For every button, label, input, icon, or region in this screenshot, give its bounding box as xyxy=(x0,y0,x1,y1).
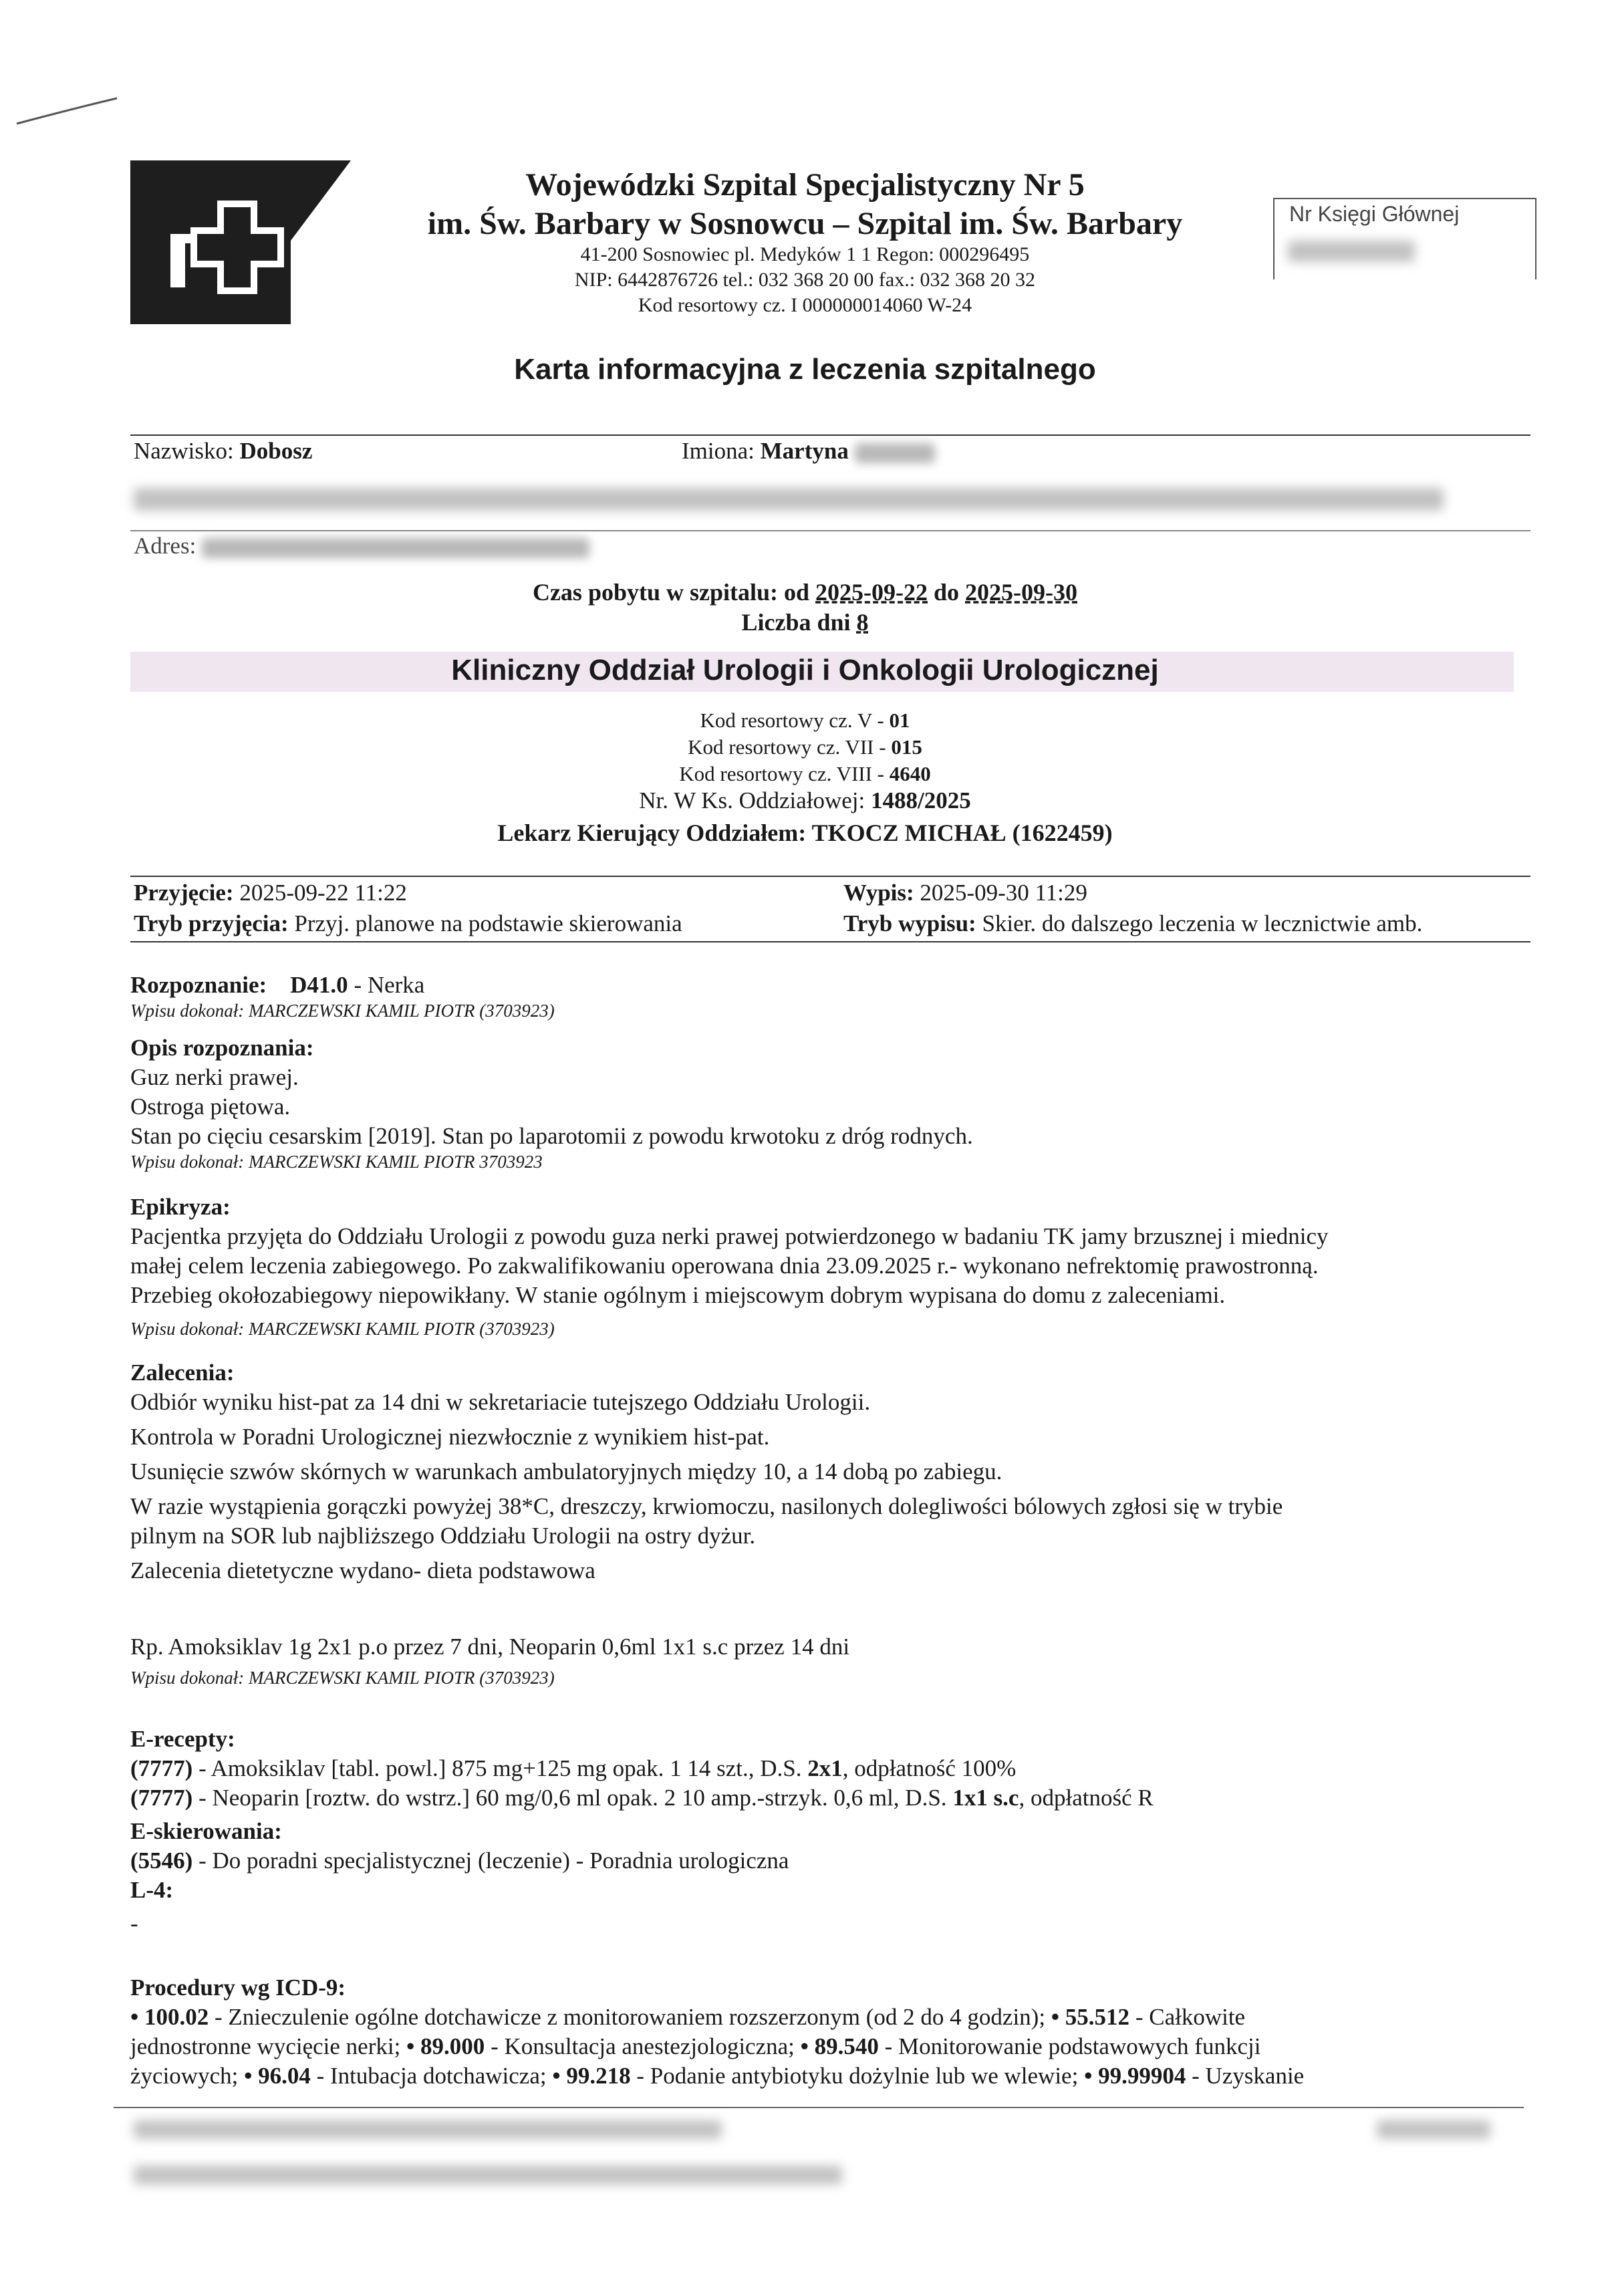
patient-names-row xyxy=(682,438,935,465)
days-value: 8 xyxy=(856,609,869,636)
pen-mark xyxy=(13,90,120,130)
recommendation-line: Kontrola w Poradni Urologicznej niezwłocznie z wynikiem hist-pat. xyxy=(130,1424,770,1450)
epicrisis-line: małej celem leczenia zabiegowego. Po zakwalifikowaniu operowana dnia 23.09.2025 r.- wykonano nefrektomię prawostronną. xyxy=(130,1253,1319,1279)
procedures-section xyxy=(130,1973,1527,2091)
hospital-address: 41-200 Sosnowiec pl. Medyków 1 1 Regon: 000296495 xyxy=(580,243,1030,265)
names-value: Martyna xyxy=(760,438,849,464)
department-name: Kliniczny Oddział Urologii i Onkologii Urologicznej xyxy=(451,654,1159,686)
recommendation-line: pilnym na SOR lub najbliższego Oddziału Urologii na ostry dyżur. xyxy=(130,1523,756,1549)
epicrisis-line: Przebieg okołozabiegowy niepowikłany. W stanie ogólnym i miejscowym dobrym wypisana do domu z zaleceniami. xyxy=(130,1282,1226,1308)
ereferrals-label: E-skierowania: xyxy=(130,1818,282,1844)
footer-divider xyxy=(114,2107,1524,2108)
discharge-date-row: Wypis: 2025-09-30 11:29 xyxy=(843,880,1087,906)
epicrisis-section xyxy=(130,1192,1500,1344)
admission-mode-row: Tryb przyjęcia: Przyj. planowe na podstawie skierowania xyxy=(134,910,682,936)
l4-label: L-4: xyxy=(130,1877,174,1903)
dept-code-vii: Kod resortowy cz. VII - 015 xyxy=(688,735,922,759)
discharge-mode-row: Tryb wypisu: Skier. do dalszego leczenia w lecznictwie amb. xyxy=(843,910,1423,936)
procedures-line: jednostronne wycięcie nerki; • 89.000 - Konsultacja anestezjologiczna; • 89.540 - Monitorowanie podstawowych funkcji xyxy=(130,2033,1261,2059)
diagnosis-desc-line: Guz nerki prawej. xyxy=(130,1064,299,1090)
document-title: Karta informacyjna z leczenia szpitalnego xyxy=(514,353,1096,386)
divider xyxy=(130,941,1530,942)
diagnosis-desc-line: Stan po cięciu cesarskim [2019]. Stan po laparotomii z powodu krwotoku z dróg rodnych. xyxy=(130,1123,973,1149)
stay-from: 2025-09-22 xyxy=(815,579,928,606)
diagnosis-desc-label: Opis rozpoznania: xyxy=(130,1035,314,1061)
ereferral-item: (5546) - Do poradni specjalistycznej (leczenie) - Poradnia urologiczna xyxy=(130,1847,789,1874)
surname-label: Nazwisko: xyxy=(134,438,234,464)
ereferrals-section xyxy=(130,1817,1500,1938)
ledger-number-box xyxy=(1273,198,1536,279)
diagnosis-text: - Nerka xyxy=(354,972,425,998)
diagnosis-signed: Wpisu dokonał: MARCZEWSKI KAMIL PIOTR (3703923) xyxy=(130,1001,555,1021)
erecipes-section xyxy=(130,1725,1500,1813)
days-label: Liczba dni xyxy=(741,609,851,636)
recommendation-line: W razie wystąpienia gorączki powyżej 38*C, dreszczy, krwiomoczu, nasilonych dolegliwości bólowych zgłosi się w trybie xyxy=(130,1493,1283,1519)
address-redacted xyxy=(202,538,589,558)
diagnosis-desc-signed: Wpisu dokonał: MARCZEWSKI KAMIL PIOTR 3703923 xyxy=(130,1152,543,1172)
recommendation-line: Usunięcie szwów skórnych w warunkach ambulatoryjnych między 10, a 14 dobą po zabiegu. xyxy=(130,1458,1002,1485)
ledger-number-label: Nr Księgi Głównej xyxy=(1289,202,1460,226)
names-label: Imiona: xyxy=(682,438,755,464)
divider xyxy=(130,876,1530,877)
l4-value: - xyxy=(130,1910,138,1936)
stay-days xyxy=(0,608,1610,636)
erecipe-item: (7777) - Neoparin [roztw. do wstrz.] 60 mg/0,6 ml opak. 2 10 amp.-strzyk. 0,6 ml, D.S. 1x1 s.c, odpłatność R xyxy=(130,1785,1154,1811)
procedures-label: Procedury wg ICD-9: xyxy=(130,1974,346,2001)
admission-date-row: Przyjęcie: 2025-09-22 11:22 xyxy=(134,880,407,906)
diagnosis-desc-section xyxy=(130,1033,1500,1176)
epicrisis-line: Pacjentka przyjęta do Oddziału Urologii z powodu guza nerki prawej potwierdzonego w badaniu TK jamy brzusznej i miednicy xyxy=(130,1223,1329,1249)
prescription-line: Rp. Amoksiklav 1g 2x1 p.o przez 7 dni, Neoparin 0,6ml 1x1 s.c przez 14 dni xyxy=(130,1634,850,1660)
footer-redacted-page xyxy=(1377,2120,1490,2139)
stay-period xyxy=(0,578,1610,606)
erecipes-label: E-recepty: xyxy=(130,1726,235,1752)
dept-ledger: Nr. W Ks. Oddziałowej: 1488/2025 xyxy=(639,787,971,813)
epicrisis-signed: Wpisu dokonał: MARCZEWSKI KAMIL PIOTR (3703923) xyxy=(130,1319,555,1339)
epicrisis-label: Epikryza: xyxy=(130,1194,231,1220)
diagnosis-code: D41.0 xyxy=(290,972,348,998)
address-label: Adres: xyxy=(134,533,196,559)
names-redacted xyxy=(855,443,935,463)
stay-label: Czas pobytu w szpitalu: od xyxy=(532,579,810,606)
recommendations-signed: Wpisu dokonał: MARCZEWSKI KAMIL PIOTR (3703923) xyxy=(130,1668,555,1688)
patient-address-row xyxy=(134,533,589,559)
dept-code-v: Kod resortowy cz. V - 01 xyxy=(700,709,910,732)
recommendation-line: Zalecenia dietetyczne wydano- dieta podstawowa xyxy=(130,1557,595,1583)
patient-surname-row xyxy=(134,438,312,465)
footer-redacted-line2 xyxy=(134,2166,842,2184)
diagnosis-label: Rozpoznanie: xyxy=(130,972,267,998)
footer-redacted-line1 xyxy=(134,2120,722,2139)
divider xyxy=(130,530,1530,531)
ledger-number-redacted xyxy=(1288,241,1415,262)
recommendations-label: Zalecenia: xyxy=(130,1360,235,1386)
surname-value: Dobosz xyxy=(239,438,313,464)
procedures-line: życiowych; • 96.04 - Intubacja dotchawicza; • 99.218 - Podanie antybiotyku dożylnie lub we wlewie; • 99.99904 - Uzyskanie xyxy=(130,2063,1305,2089)
hospital-name-line2: im. Św. Barbary w Sosnowcu – Szpital im. Św. Barbary xyxy=(427,206,1183,241)
divider xyxy=(130,434,1530,436)
hospital-code: Kod resortowy cz. I 000000014060 W-24 xyxy=(638,294,972,316)
recommendations-section xyxy=(130,1358,1500,1692)
diagnosis-desc-line: Ostroga piętowa. xyxy=(130,1094,291,1120)
hospital-name-line1: Wojewódzki Szpital Specjalistyczny Nr 5 xyxy=(525,167,1085,203)
patient-details-redacted xyxy=(134,488,1444,511)
dept-head: Lekarz Kierujący Oddziałem: TKOCZ MICHAŁ (1622459) xyxy=(497,819,1113,846)
recommendation-line: Odbiór wyniku hist-pat za 14 dni w sekretariacie tutejszego Oddziału Urologii. xyxy=(130,1389,871,1415)
procedures-line: • 100.02 - Znieczulenie ogólne dotchawicze z monitorowaniem rozszerzonym (od 2 do 4 godzin); • 55.512 - Całkowite xyxy=(130,2004,1246,2030)
hospital-contact: NIP: 6442876726 tel.: 032 368 20 00 fax.: 032 368 20 32 xyxy=(574,269,1036,291)
diagnosis-section xyxy=(130,971,1500,1025)
dept-code-viii: Kod resortowy cz. VIII - 4640 xyxy=(679,762,931,785)
stay-to-label: do xyxy=(934,579,960,606)
stay-to: 2025-09-30 xyxy=(965,579,1078,606)
erecipe-item: (7777) - Amoksiklav [tabl. powl.] 875 mg+125 mg opak. 1 14 szt., D.S. 2x1, odpłatność 100% xyxy=(130,1755,1017,1781)
